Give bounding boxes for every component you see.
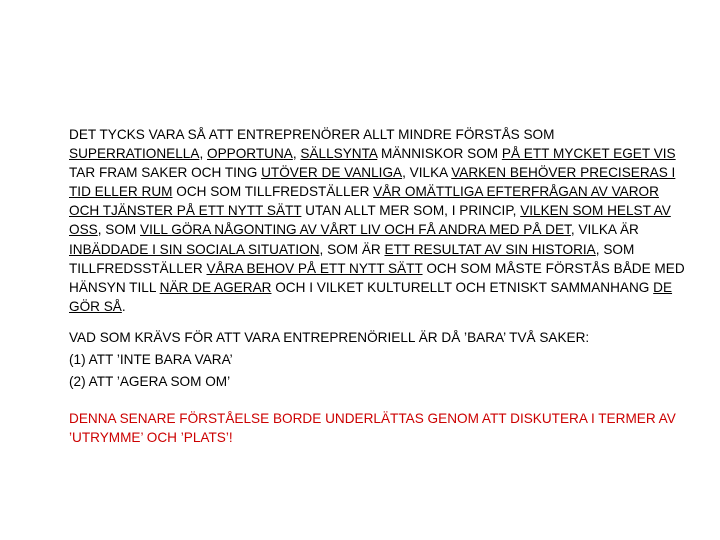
underlined-phrase: NÄR DE AGERAR xyxy=(159,279,272,295)
text-run: TAR FRAM SAKER OCH TING xyxy=(69,165,262,181)
text-run: OCH SOM MÅSTE FÖRSTÅS BÅDE MED HÄNSYN TILL xyxy=(69,260,685,295)
text-run: , VILKA ÄR xyxy=(570,222,639,238)
requirement-item-1: (1) ATT ’INTE BARA VARA’ xyxy=(69,352,233,368)
underlined-phrase: PÅ ETT MYCKET EGET VIS xyxy=(501,146,676,162)
text-run: , SOM xyxy=(97,222,141,238)
underlined-phrase: DE GÖR SÅ xyxy=(69,279,673,314)
underlined-phrase: VÅR OMÄTTLIGA EFTERFRÅGAN AV VAROR OCH TJÄNSTER PÅ ETT NYTT SÄTT xyxy=(69,184,659,219)
text-run: MÄNNISKOR SOM xyxy=(377,146,502,162)
text-run: UTAN ALLT MER SOM, I PRINCIP, xyxy=(301,203,521,219)
text-run: , SOM TILLFREDSSTÄLLER xyxy=(69,241,635,276)
requirements-intro: VAD SOM KRÄVS FÖR ATT VARA ENTREPRENÖRIELL ÄR DÅ ’BARA’ TVÅ SAKER: xyxy=(69,329,590,345)
underlined-phrase: INBÄDDADE I SIN SOCIALA SITUATION xyxy=(69,241,320,257)
conclusion-paragraph: DENNA SENARE FÖRSTÅELSE BORDE UNDERLÄTTAS GENOM ATT DISKUTERA I TERMER AV ’UTRYMME’ OCH ’PLATS’! xyxy=(69,411,676,446)
underlined-phrase: VILL GÖRA NÅGONTING AV VÅRT LIV OCH FÅ ANDRA MED PÅ DET xyxy=(140,222,571,238)
text-run: OCH SOM TILLFREDSTÄLLER xyxy=(172,184,374,200)
text-run: , VILKA xyxy=(402,165,452,181)
underlined-phrase: UTÖVER DE VANLIGA xyxy=(261,165,403,181)
underlined-phrase: VARKEN BEHÖVER PRECISERAS I TID ELLER RUM xyxy=(69,165,676,200)
requirements-paragraph xyxy=(69,328,689,391)
requirement-item-2: (2) ATT ’AGERA SOM OM’ xyxy=(69,374,231,390)
text-run: . xyxy=(121,298,126,314)
underlined-phrase: VÅRA BEHOV PÅ ETT NYTT SÄTT xyxy=(206,260,423,276)
text-run: DET TYCKS VARA SÅ ATT ENTREPRENÖRER ALLT MINDRE FÖRSTÅS SOM xyxy=(69,127,555,142)
text-run: , SOM ÄR xyxy=(319,241,385,257)
underlined-phrase: ETT RESULTAT AV SIN HISTORIA xyxy=(384,241,596,257)
text-run: OCH I VILKET KULTURELLT OCH ETNISKT SAMMANHANG xyxy=(271,279,654,295)
entrepreneur-definition-paragraph xyxy=(69,125,689,316)
underlined-phrase: VILKEN SOM HELST AV OSS xyxy=(69,203,671,238)
slide-text-body xyxy=(69,125,689,447)
underlined-phrase: OPPORTUNA xyxy=(207,146,293,162)
underlined-phrase: SUPERRATIONELLA xyxy=(69,146,200,162)
text-run: , xyxy=(292,146,301,162)
text-run: , xyxy=(199,146,207,162)
underlined-phrase: SÄLLSYNTA xyxy=(300,146,378,162)
